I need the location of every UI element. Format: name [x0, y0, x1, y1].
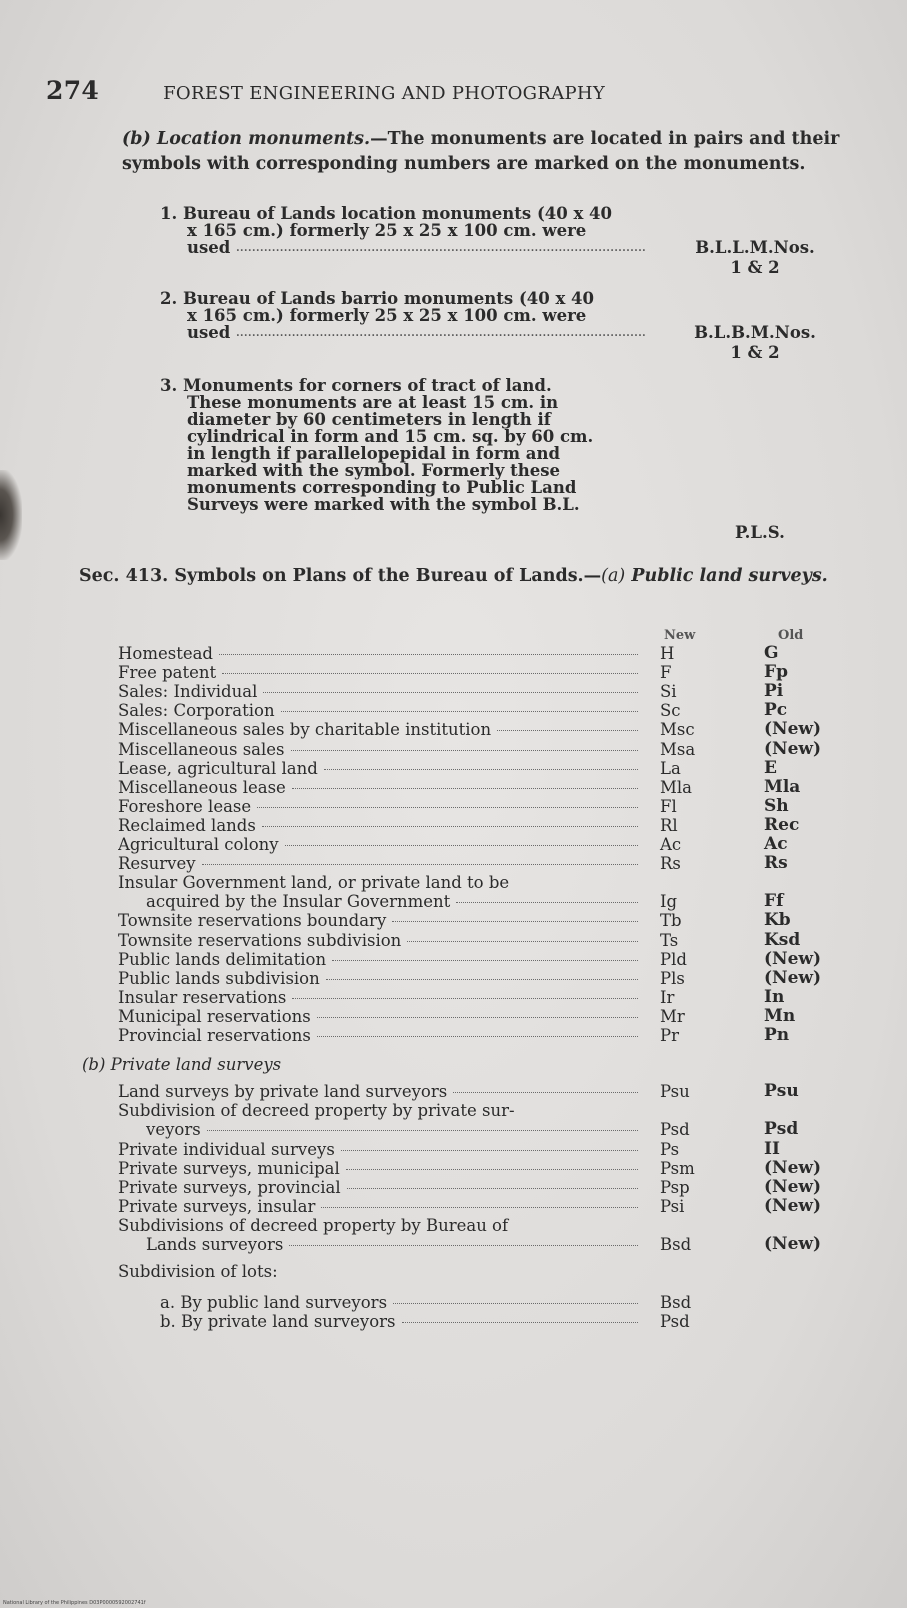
row-name: [118, 740, 658, 759]
old-symbol: Psd: [764, 1119, 799, 1140]
row-name: [118, 797, 658, 816]
table-row: [0, 988, 907, 1007]
leader-dots: [202, 864, 638, 865]
section-sub-a-title: Public land surveys.: [631, 566, 828, 586]
leader-dots: [263, 692, 638, 693]
new-symbol: Bsd: [660, 1293, 692, 1313]
row-name: [146, 892, 686, 911]
section-413-heading: [22, 564, 882, 589]
row-label: Resurvey: [118, 854, 196, 874]
leader-dots: [321, 1207, 638, 1208]
monument-1-symbol-nums: 1 & 2: [730, 258, 780, 277]
row-label: Municipal reservations: [118, 1006, 311, 1026]
table-row: [0, 1235, 907, 1254]
leader-dots: [402, 1322, 638, 1323]
table-row: [0, 1140, 907, 1159]
new-symbol: Bsd: [660, 1235, 692, 1254]
new-symbol: H: [660, 644, 675, 663]
monument-2-line2: x 165 cm.) formerly 25 x 25 x 100 cm. were: [187, 306, 587, 325]
row-name: [118, 778, 658, 797]
old-symbol: Rs: [764, 853, 788, 874]
row-name: [118, 759, 658, 778]
table-row: [0, 1312, 907, 1331]
monument-item-3: [160, 377, 712, 513]
table-row: [0, 644, 907, 663]
leader-dots: [497, 730, 638, 731]
row-name: [118, 1140, 658, 1159]
old-symbol: Pc: [764, 700, 788, 721]
old-symbol: (New): [764, 1176, 822, 1197]
row-label: Public lands subdivision: [118, 968, 320, 988]
old-symbol: Fp: [764, 662, 788, 683]
row-name: Subdivision of decreed property by private sur-: [118, 1101, 515, 1121]
old-symbol: (New): [764, 1157, 822, 1178]
monument-2-symbol: [690, 323, 820, 363]
monument-2-line3: used: [187, 323, 231, 342]
section-title: Sec. 413. Symbols on Plans of the Bureau of Lands.—: [79, 566, 602, 586]
old-symbol: G: [764, 643, 779, 663]
row-name: [118, 1026, 658, 1045]
leader-dots: [207, 1130, 638, 1131]
old-symbol: (New): [764, 1195, 822, 1216]
leader-dots: [346, 1169, 638, 1170]
monument-3-line: marked with the symbol. Formerly these: [187, 461, 561, 480]
row-name: [118, 701, 658, 720]
leader-dots: [285, 845, 638, 846]
table-row: [0, 1178, 907, 1197]
row-label: Provincial reservations: [118, 1026, 311, 1045]
row-label: Townsite reservations subdivision: [118, 930, 402, 950]
monument-item-2: [160, 290, 712, 342]
old-symbol: Mn: [764, 1005, 796, 1026]
table-row: [0, 835, 907, 854]
old-symbol: (New): [764, 719, 822, 740]
table-row: [0, 1120, 907, 1139]
row-name: [118, 1197, 658, 1216]
table-row: [0, 663, 907, 682]
row-name: [118, 988, 658, 1007]
row-name: [118, 835, 658, 854]
row-label: Homestead: [118, 644, 213, 663]
row-name: [118, 1178, 658, 1197]
table-row: [0, 950, 907, 969]
table-row: [0, 682, 907, 701]
row-label: Private surveys, provincial: [118, 1177, 341, 1197]
monument-2-line1: 2. Bureau of Lands barrio monuments (40 x 40: [160, 289, 594, 308]
row-label: Lease, agricultural land: [118, 758, 318, 778]
old-symbol: Ff: [764, 891, 784, 912]
old-symbol: Kb: [764, 910, 791, 931]
new-symbol: Pr: [660, 1026, 679, 1045]
new-symbol: Ac: [660, 835, 682, 854]
location-lead: (b) Location monuments.: [122, 129, 371, 149]
old-symbol: (New): [764, 948, 822, 969]
table-row: [0, 911, 907, 930]
monument-1-line2: x 165 cm.) formerly 25 x 25 x 100 cm. were: [187, 221, 587, 240]
old-symbol: Ac: [764, 834, 788, 854]
table-row: [0, 1007, 907, 1026]
row-name: [146, 1235, 686, 1254]
column-header-new: New: [664, 628, 696, 643]
row-name: [160, 1312, 700, 1331]
new-symbol: Ig: [660, 892, 678, 912]
row-name: [118, 1082, 658, 1101]
row-label: Townsite reservations boundary: [118, 911, 387, 931]
new-symbol: Mla: [660, 777, 693, 797]
table-row: [0, 1159, 907, 1178]
new-symbol: Fl: [660, 796, 677, 816]
row-label: Public lands delimitation: [118, 949, 327, 969]
row-name: [118, 911, 658, 930]
old-symbol: (New): [764, 967, 822, 988]
leader-dots: [392, 921, 638, 922]
location-text: —The monuments are located in pairs and their symbols with corresponding numbers are marked on the monuments.: [122, 129, 840, 174]
row-label: Free patent: [118, 663, 217, 683]
row-label: Agricultural colony: [118, 835, 279, 854]
table-row: [0, 797, 907, 816]
new-symbol: Psp: [660, 1177, 690, 1197]
monument-2-symbol-name: B.L.B.M.Nos.: [694, 323, 816, 342]
column-header-old: Old: [778, 628, 804, 643]
leader-dots: [326, 979, 638, 980]
monument-3-line: cylindrical in form and 15 cm. sq. by 60 cm.: [187, 427, 594, 446]
leader-dots: [262, 826, 638, 827]
new-symbol: Sc: [660, 701, 681, 721]
new-symbol: Ts: [660, 930, 679, 950]
new-symbol: Pld: [660, 949, 687, 969]
new-symbol: Si: [660, 682, 677, 702]
table-row: [0, 816, 907, 835]
table-row: [0, 854, 907, 873]
row-label: Sales: Individual: [118, 682, 258, 702]
monument-3-line: monuments corresponding to Public Land: [187, 478, 577, 497]
row-name: [118, 663, 658, 682]
page-header: [46, 76, 605, 105]
monument-1-line1: 1. Bureau of Lands location monuments (40 x 40: [160, 204, 613, 223]
leader-dots: [292, 788, 638, 789]
row-name: [118, 644, 658, 663]
table-row: [0, 931, 907, 950]
old-symbol: In: [764, 986, 785, 1007]
new-symbol: Rs: [660, 854, 681, 874]
footer-credit: National Library of the Philippines D03P0000592002741f: [3, 1600, 146, 1606]
row-name: [118, 969, 658, 988]
table-row: [0, 740, 907, 759]
row-name: [118, 950, 658, 969]
table-row: [0, 1082, 907, 1101]
row-label: veyors: [146, 1120, 201, 1140]
monument-1-symbol-name: B.L.L.M.Nos.: [695, 238, 815, 257]
old-symbol: (New): [764, 1234, 822, 1254]
lots-heading: Subdivision of lots:: [118, 1262, 278, 1282]
leader-dots: [292, 998, 638, 999]
old-symbol: II: [764, 1138, 780, 1159]
leader-dots: [347, 1188, 638, 1189]
monument-3-line: Surveys were marked with the symbol B.L.: [187, 495, 580, 514]
leader-dots: [289, 1245, 638, 1246]
new-symbol: Ps: [660, 1139, 680, 1159]
new-symbol: Msa: [660, 739, 696, 759]
new-symbol: Mr: [660, 1006, 685, 1026]
leader-dots: [453, 1092, 638, 1093]
leader-dots: [317, 1017, 638, 1018]
leader-dots: [219, 654, 638, 655]
monument-2-symbol-nums: 1 & 2: [730, 343, 780, 362]
row-name: [146, 1120, 686, 1139]
table-row: [0, 701, 907, 720]
leader-dots: [222, 673, 638, 674]
leader-dots: [407, 941, 638, 942]
table-row: [0, 969, 907, 988]
monument-1-symbol: [690, 238, 820, 278]
leader-dots: [341, 1150, 638, 1151]
row-name: [118, 816, 658, 835]
old-symbol: Rec: [764, 814, 800, 835]
table-row: [0, 1101, 907, 1120]
new-symbol: Psm: [660, 1158, 695, 1178]
old-symbol: E: [764, 757, 777, 778]
binding-shadow: [0, 470, 22, 560]
old-symbol: Ksd: [764, 929, 801, 950]
new-symbol: Psi: [660, 1196, 685, 1216]
row-name: [118, 1159, 658, 1178]
table-row: [0, 1197, 907, 1216]
table-row: [0, 759, 907, 778]
row-label: Land surveys by private land surveyors: [118, 1082, 448, 1102]
row-name: Insular Government land, or private land to be: [118, 873, 510, 893]
private-surveys-heading: (b) Private land surveys: [82, 1055, 282, 1075]
old-symbol: Pi: [764, 681, 784, 702]
new-symbol: Pls: [660, 968, 685, 988]
new-symbol: Psd: [660, 1120, 690, 1140]
location-monuments-paragraph: [22, 127, 862, 177]
leader-dots: [324, 769, 638, 770]
row-name: [118, 720, 658, 739]
leader-dots: [332, 960, 638, 961]
new-symbol: Tb: [660, 911, 682, 931]
row-name: [118, 1007, 658, 1026]
leader-dots: [456, 902, 638, 903]
row-label: Insular reservations: [118, 987, 287, 1007]
old-symbol: (New): [764, 738, 822, 759]
monument-3-line: diameter by 60 centimeters in length if: [187, 410, 551, 429]
new-symbol: Rl: [660, 815, 678, 835]
old-symbol: Mla: [764, 776, 801, 797]
monument-3-symbol: P.L.S.: [735, 523, 785, 542]
leader-dots: [257, 807, 638, 808]
row-label: Sales: Corporation: [118, 701, 275, 721]
leader-dots: .......................................................................................................: [236, 243, 647, 254]
new-symbol: Psu: [660, 1082, 690, 1102]
monument-item-1: [160, 205, 712, 257]
table-row: [0, 873, 907, 892]
new-symbol: Psd: [660, 1312, 690, 1332]
leader-dots: .......................................................................................................: [236, 328, 647, 339]
row-label: b. By private land surveyors: [160, 1312, 396, 1332]
row-label: Private surveys, insular: [118, 1196, 316, 1216]
leader-dots: [317, 1036, 638, 1037]
monument-3-line: These monuments are at least 15 cm. in: [187, 393, 559, 412]
row-label: Foreshore lease: [118, 796, 252, 816]
row-label: Private individual surveys: [118, 1139, 335, 1159]
row-label: Lands surveyors: [146, 1235, 284, 1254]
row-name: [118, 931, 658, 950]
new-symbol: Msc: [660, 720, 695, 740]
row-label: Private surveys, municipal: [118, 1158, 340, 1178]
new-symbol: F: [660, 663, 672, 683]
page-number: 274: [46, 76, 100, 105]
row-name: [160, 1293, 700, 1312]
table-row: [0, 1293, 907, 1312]
section-sub-a: (a): [601, 566, 626, 586]
new-symbol: Ir: [660, 987, 675, 1007]
row-label: acquired by the Insular Government: [146, 892, 451, 912]
running-title: FOREST ENGINEERING AND PHOTOGRAPHY: [163, 83, 606, 104]
table-row: [0, 892, 907, 911]
new-symbol: La: [660, 758, 681, 778]
monument-1-line3: used: [187, 238, 231, 257]
leader-dots: [393, 1303, 638, 1304]
row-label: Miscellaneous sales by charitable institution: [118, 720, 492, 740]
table-row: [0, 1026, 907, 1045]
monument-3-line: 3. Monuments for corners of tract of land.: [160, 376, 552, 395]
table-row: [0, 778, 907, 797]
row-label: Miscellaneous sales: [118, 739, 285, 759]
row-name: [118, 682, 658, 701]
row-name: Subdivisions of decreed property by Bureau of: [118, 1215, 509, 1235]
row-label: Miscellaneous lease: [118, 777, 286, 797]
row-name: [118, 854, 658, 873]
leader-dots: [291, 750, 638, 751]
old-symbol: Pn: [764, 1025, 790, 1045]
row-label: Reclaimed lands: [118, 815, 256, 835]
old-symbol: Psu: [764, 1081, 799, 1102]
table-row: [0, 720, 907, 739]
old-symbol: Sh: [764, 795, 789, 816]
table-row: [0, 1216, 907, 1235]
row-label: a. By public land surveyors: [160, 1293, 388, 1313]
monument-3-line: in length if parallelopepidal in form and: [187, 444, 561, 463]
leader-dots: [281, 711, 638, 712]
